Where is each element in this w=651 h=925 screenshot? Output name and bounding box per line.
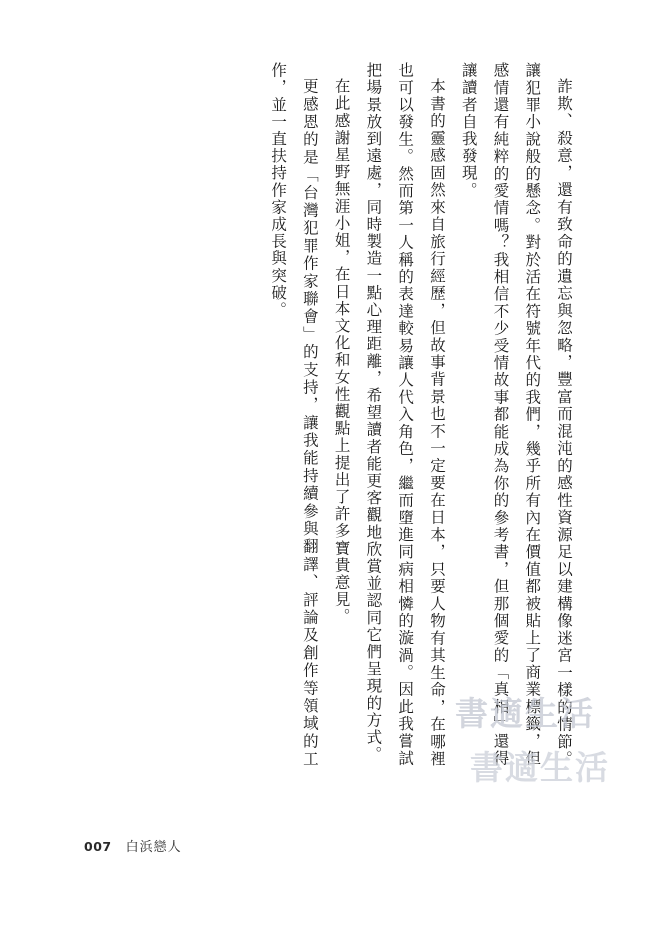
paragraph: 更感恩的是「台灣犯罪作家聯會」的支持，讓我能持續參與翻譯、評論及創作等領域的工作，並一直扶持作家成長與突破。 <box>269 62 319 767</box>
paragraph: 在此感謝星野無涯小姐，在日本文化和女性觀點上提出了許多寶貴意見。 <box>332 77 351 625</box>
paragraph: 詐欺、殺意，還有致命的遺忘與忽略，豐富而混沌的感性資源足以建構像迷宮一樣的情節。讓犯罪小說般的懸念。對於活在符號年代的我們，幾乎所有內在價值都被貼上了商業標籤，但感情還有純粹的愛情嗎？我相信不少受情故事都能成為你的參考書，但那個愛的「真相」還得讓讀者自我發現。 <box>459 62 573 767</box>
page-body-text <box>169 62 579 767</box>
running-head: 白浜戀人 <box>125 840 182 855</box>
watermark-text: 書適生活 <box>470 748 610 787</box>
page-footer <box>84 836 182 855</box>
watermark-text: 書適生活 <box>455 694 595 733</box>
page-number: 007 <box>84 839 112 854</box>
paragraph: 本書的靈感固然來自旅行經歷，但故事背景也不一定要在日本，只要人物有其生命，在哪裡也可以發生。然而第一人稱的表達較易讓人代入角色，繼而墮進同病相憐的漩渦。因此我嘗試把場景放到遠處，同時製造一點心理距離，希望讀者能更客觀地欣賞並認同它們呈現的方式。 <box>364 62 446 767</box>
